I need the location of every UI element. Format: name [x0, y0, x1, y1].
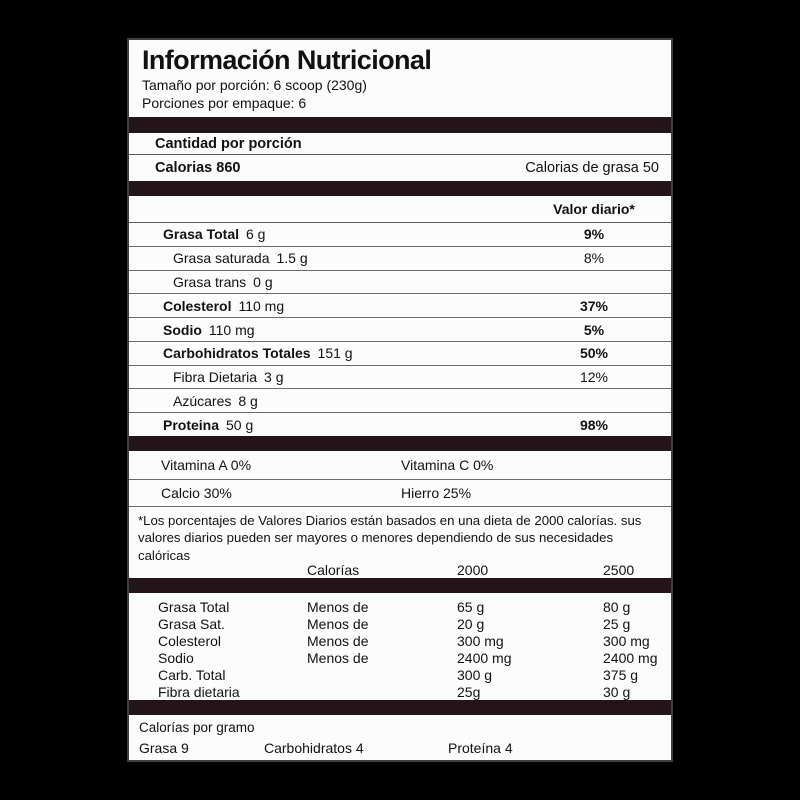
reference-2000-value: 300 mg [457, 632, 504, 649]
nutrient-daily-value: 8% [583, 250, 605, 267]
reference-row-total-carbs [129, 666, 671, 683]
vitamin-a-value: Vitamina A 0% [161, 457, 252, 473]
nutrient-name: Grasa trans [173, 273, 247, 290]
nutrient-name: Proteina [163, 416, 220, 433]
reference-qualifier: Menos de [307, 615, 369, 632]
nutrient-row-sugars [129, 389, 671, 413]
nutrient-daily-value: 9% [583, 226, 605, 243]
label-header [129, 40, 671, 117]
nutrient-name: Azúcares [173, 392, 232, 409]
reference-header-2500: 2500 [603, 562, 635, 578]
nutrient-daily-value: 12% [579, 369, 609, 386]
nutrient-row-trans-fat [129, 271, 671, 295]
reference-2500-value: 30 g [603, 683, 631, 700]
reference-2500-value: 80 g [603, 598, 631, 615]
calories-per-gram-label: Calorías por gramo [139, 720, 255, 735]
nutrient-amount: 3 g [264, 369, 284, 386]
nutrition-facts-label [127, 38, 673, 762]
label-title: Información Nutricional [142, 45, 432, 75]
nutrient-name: Grasa Total [163, 226, 239, 243]
reference-row-fiber [129, 683, 671, 700]
iron-value: Hierro 25% [401, 485, 472, 501]
nutrient-daily-value: 50% [579, 345, 609, 362]
nutrient-row-total-fat [129, 223, 671, 247]
nutrient-daily-value: 37% [579, 297, 609, 314]
nutrient-row-total-carbs [129, 342, 671, 366]
nutrient-row-protein [129, 413, 671, 436]
reference-name: Colesterol [158, 632, 222, 649]
reference-table [129, 593, 671, 700]
reference-2500-value: 25 g [603, 615, 631, 632]
nutrient-name: Grasa saturada [173, 250, 270, 267]
reference-2500-value: 375 g [603, 666, 639, 683]
reference-name: Carb. Total [158, 666, 226, 683]
reference-2000-value: 20 g [457, 615, 485, 632]
divider-bar-thick [129, 117, 671, 133]
calories-per-gram-row [129, 740, 671, 760]
nutrient-daily-value: 98% [579, 416, 609, 433]
nutrient-amount: 6 g [246, 226, 266, 243]
reference-name: Fibra dietaria [158, 683, 240, 700]
daily-value-header: Valor diario* [553, 201, 635, 217]
nutrient-amount: 110 mg [238, 297, 285, 314]
nutrient-row-dietary-fiber [129, 366, 671, 390]
divider-bar-thick [129, 578, 671, 593]
daily-value-header-row [129, 196, 671, 223]
reference-row-sat-fat [129, 615, 671, 632]
divider-bar-thick [129, 181, 671, 196]
nutrient-amount: 110 mg [208, 321, 255, 338]
reference-qualifier: Menos de [307, 649, 369, 666]
reference-row-cholesterol [129, 632, 671, 649]
carbs-per-gram: Carbohidratos 4 [264, 740, 364, 756]
nutrient-amount: 151 g [317, 345, 353, 362]
nutrient-name: Colesterol [163, 297, 232, 314]
divider-bar-thick [129, 700, 671, 715]
fat-per-gram: Grasa 9 [139, 740, 189, 756]
nutrient-table [129, 223, 671, 436]
daily-values-footnote: *Los porcentajes de Valores Diarios están basados en una dieta de 2000 calorías. sus valores diarios pueden ser mayores o menores dependiendo de sus necesidades calóricas [138, 513, 642, 563]
reference-qualifier: Menos de [307, 632, 369, 649]
servings-per-package-text: Porciones por empaque: 6 [142, 95, 307, 112]
divider-bar-thick [129, 436, 671, 451]
nutrient-row-cholesterol [129, 294, 671, 318]
reference-header-calories: Calorías [307, 562, 360, 578]
reference-name: Grasa Total [158, 598, 230, 615]
amount-per-serving-label: Cantidad por porción [155, 135, 302, 152]
nutrient-amount: 8 g [238, 392, 258, 409]
reference-2500-value: 300 mg [603, 632, 650, 649]
protein-per-gram: Proteína 4 [448, 740, 513, 756]
vitamins-row-1 [129, 451, 671, 480]
amount-per-serving-row [129, 133, 671, 155]
reference-2000-value: 2400 mg [457, 649, 512, 666]
reference-table-header [129, 556, 671, 578]
serving-size-text: Tamaño por porción: 6 scoop (230g) [142, 77, 367, 94]
calories-row [129, 155, 671, 181]
reference-2000-value: 65 g [457, 598, 485, 615]
reference-2000-value: 300 g [457, 666, 493, 683]
reference-qualifier: Menos de [307, 598, 369, 615]
vitamins-row-2 [129, 480, 671, 507]
reference-row-total-fat [129, 598, 671, 615]
reference-name: Grasa Sat. [158, 615, 225, 632]
vitamin-c-value: Vitamina C 0% [401, 457, 494, 473]
nutrient-amount: 0 g [253, 273, 273, 290]
reference-name: Sodio [158, 649, 194, 666]
reference-2500-value: 2400 mg [603, 649, 658, 666]
nutrient-row-saturated-fat [129, 247, 671, 271]
calories-per-gram-title [129, 715, 671, 740]
calcium-value: Calcio 30% [161, 485, 232, 501]
nutrient-name: Fibra Dietaria [173, 369, 258, 386]
nutrient-amount: 50 g [226, 416, 254, 433]
calories-value: Calorias 860 [155, 160, 241, 176]
nutrient-name: Carbohidratos Totales [163, 345, 311, 362]
nutrient-row-sodium [129, 318, 671, 342]
reference-row-sodium [129, 649, 671, 666]
calories-from-fat-value: Calorias de grasa 50 [525, 160, 659, 176]
nutrient-name: Sodio [163, 321, 202, 338]
reference-2000-value: 25g [457, 683, 481, 700]
nutrient-amount: 1.5 g [276, 250, 308, 267]
reference-header-2000: 2000 [457, 562, 489, 578]
nutrient-daily-value: 5% [583, 321, 605, 338]
